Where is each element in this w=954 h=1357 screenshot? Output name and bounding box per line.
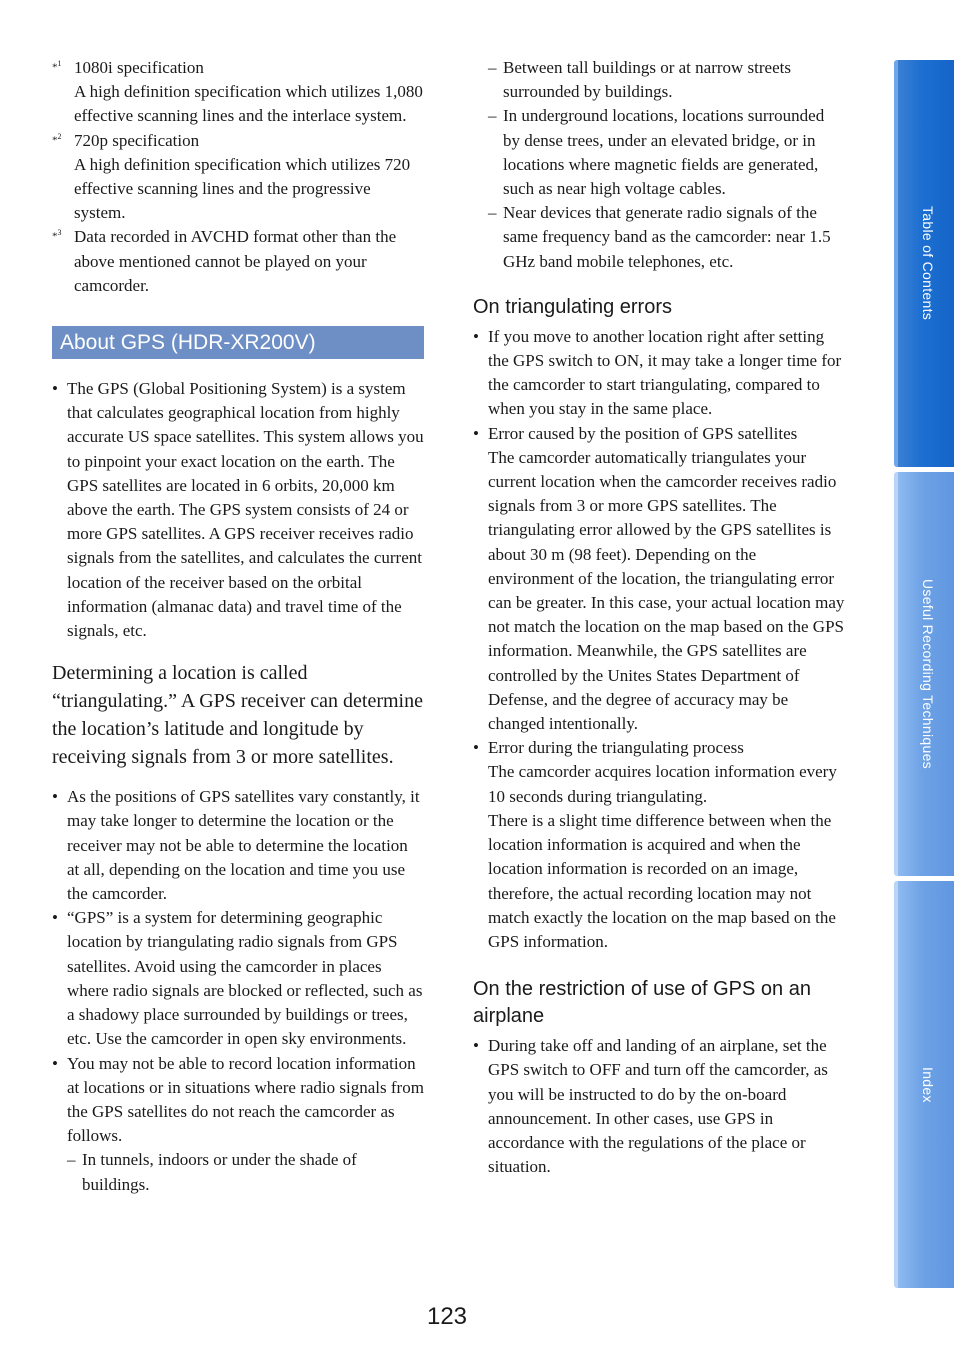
list-item: – Between tall buildings or at narrow streets surrounded by buildings.	[488, 58, 791, 102]
dash-icon: –	[488, 58, 497, 77]
list-item: – In underground locations, locations surrounded by dense trees, under an elevated bridge, or in locations where magnetic fields are generated, such as near high voltage cables.	[488, 106, 825, 199]
notes-list	[52, 785, 424, 1148]
tab-label: Table of Contents	[920, 206, 936, 321]
footnote-title: 720p specification	[74, 130, 200, 150]
dash-icon: –	[67, 1150, 76, 1170]
list-item: • If you move to another location right after setting the GPS switch to ON, it may take a longer time for the camcorder to start triangulating, compared to when you stay in the same place.	[473, 326, 842, 419]
footnote-marker: *$^1$	[52, 59, 62, 74]
tab-label: Index	[920, 1066, 936, 1103]
list-item: • “GPS” is a system for determining geographic location by triangulating radio signals from GPS satellites. Avoid using the camcorder in places where radio signals are blocked or reflected, such as a shadowy place surrounded by buildings or trees, etc. Use the camcorder in open sky environments.	[52, 908, 423, 1049]
dash-icon: –	[488, 203, 497, 223]
list-item: • You may not be able to record location information at locations or in situations where radio signals from the GPS satellites do not reach the camcorder as follows.	[52, 1053, 424, 1146]
tab-label: Useful Recording Techniques	[920, 579, 936, 769]
footnote-text: A high definition specification which utilizes 720 effective scanning lines and the progressive system.	[74, 154, 411, 223]
section-title: About GPS (HDR-XR200V)	[52, 326, 424, 359]
list-item: • During take off and landing of an airplane, set the GPS switch to OFF and turn off the camcorder, as you will be instructed to do by the on-board announcement. In other cases, use GPS in accordance with the regulations of the place or situation.	[473, 1036, 828, 1177]
subheading-triangulating: On triangulating errors	[473, 295, 672, 318]
intro-list	[52, 377, 424, 643]
footnote-text: Data recorded in AVCHD format other than the above mentioned cannot be played on your camcorder.	[74, 227, 397, 295]
lead-paragraph: Determining a location is called “triangulating.” A GPS receiver can determine the location’s latitude and longitude by receiving signals from 3 or more satellites.	[52, 662, 423, 769]
list-item: – In tunnels, indoors or under the shade of buildings.	[67, 1150, 357, 1194]
airplane-list	[473, 1034, 845, 1179]
triangulating-list	[473, 325, 845, 954]
right-column	[473, 56, 845, 1179]
tab-index[interactable]	[894, 881, 954, 1288]
bullet-icon: •	[473, 738, 479, 758]
bullet-icon: •	[52, 908, 58, 928]
bullet-icon: •	[52, 787, 58, 807]
footnote-1	[52, 56, 424, 129]
footnote-marker: *$^3$	[52, 228, 62, 244]
left-column	[52, 56, 424, 1197]
list-item: • Error during the triangulating process The camcorder acquires location information every 10 seconds during triangulating. There is a slight time difference between when the location information is acquired and when the location information is recorded on an image, therefore, the actual recording location may not match exactly the location on the map based on the GPS information.	[473, 738, 837, 951]
dash-icon: –	[488, 106, 497, 126]
subheading-airplane: On the restriction of use of GPS on an airplane	[473, 978, 811, 1028]
list-item: • Error caused by the position of GPS satellites The camcorder automatically triangulates your current location when the camcorder receives radio signals from 3 or more GPS satellites. The triangulating error allowed by the GPS satellites is about 30 m (98 feet). Depending on the environment of the location, the triangulating error can be greater. In this case, your actual location may not match the location on the map based on the GPS information. Meanwhile, the GPS satellites are controlled by the Unites States Department of Defense, and the degree of accuracy may be changed intentionally.	[473, 423, 845, 734]
footnote-title: 1080i specification	[74, 58, 204, 77]
list-item: • As the positions of GPS satellites vary constantly, it may take longer to determine the location or the receiver may not be able to determine the location at all, depending on the location and time you use the camcorder.	[52, 787, 420, 904]
page-number: 123	[426, 1303, 468, 1330]
bullet-icon: •	[52, 379, 58, 399]
footnote-marker: *$^2$	[52, 131, 62, 147]
footnote-3	[52, 225, 424, 298]
bullet-icon: •	[473, 423, 479, 443]
list-item: • The GPS (Global Positioning System) is a system that calculates geographical location from highly accurate US space satellites. This system allows you to pinpoint your exact location on the earth. The GPS satellites are located in 6 orbits, 20,000 km above the earth. The GPS system consists of 24 or more GPS satellites. A GPS receiver receives radio signals from the satellites, and calculates the current location of the receiver based on the orbital information (almanac data) and travel time of the signals, etc.	[52, 379, 424, 641]
bullet-icon: •	[473, 326, 479, 346]
tab-table-of-contents[interactable]	[894, 60, 954, 467]
list-item: – Near devices that generate radio signals of the same frequency band as the camcorder: near 1.5 GHz band mobile telephones, etc.	[488, 203, 831, 271]
bullet-icon: •	[52, 1053, 58, 1073]
footnote-text: A high definition specification which utilizes 1,080 effective scanning lines and the interlace system.	[74, 82, 423, 126]
tab-useful-recording-techniques[interactable]	[894, 472, 954, 876]
footnote-2	[52, 129, 424, 226]
situations-list-continued	[488, 56, 845, 274]
situations-list	[67, 1148, 424, 1196]
bullet-icon: •	[473, 1036, 479, 1056]
